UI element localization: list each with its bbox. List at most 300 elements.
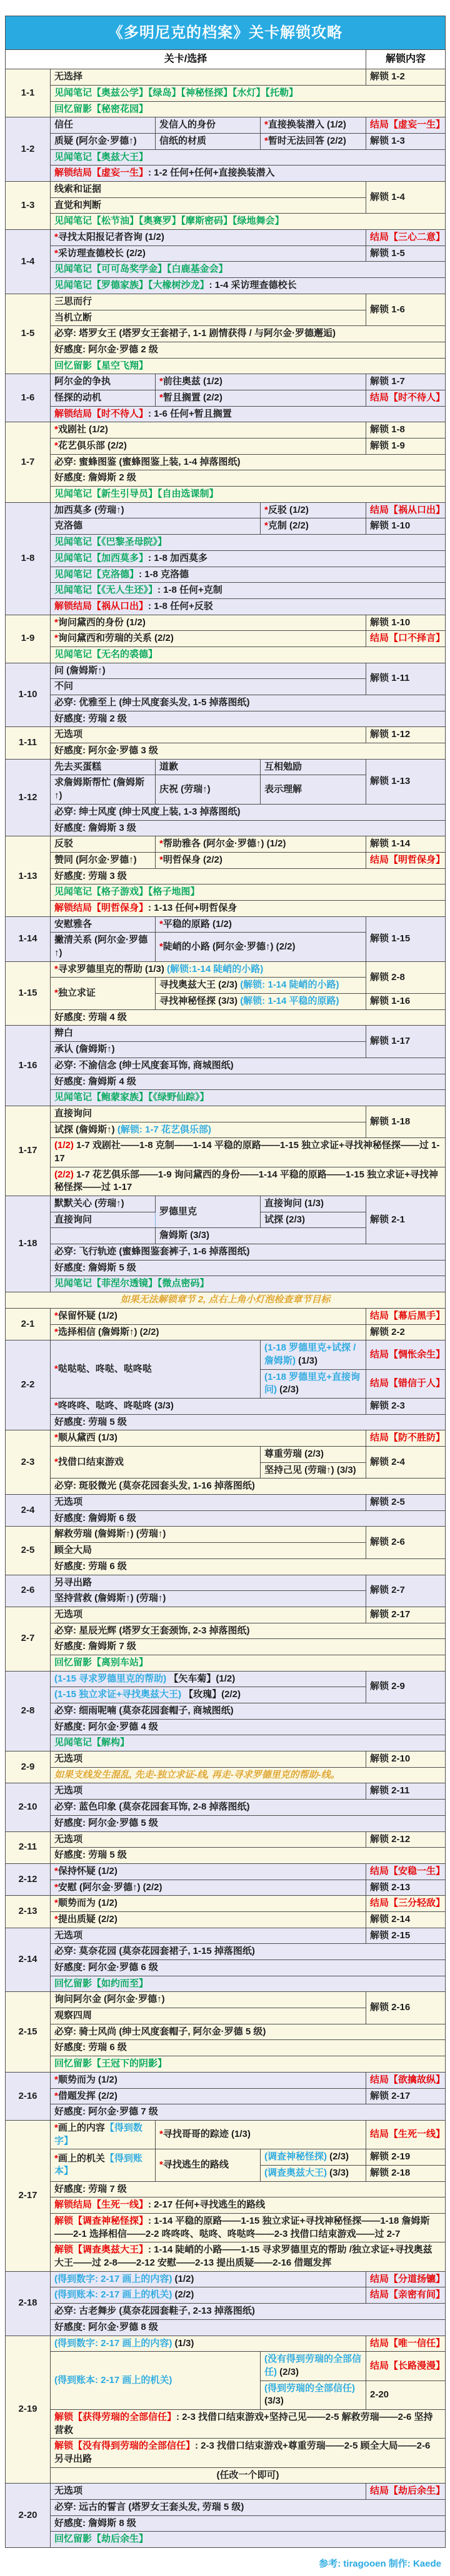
level-cell: 2-10 [6,1783,51,1831]
level-cell: 1-8 [6,502,51,615]
table-row [6,2197,446,2214]
level-cell: 2-1 [6,1308,51,1340]
level-cell: 1-17 [6,1106,51,1196]
text-segment: : 1-4 采访理查德校长 [209,280,297,291]
level-cell: 2-14 [6,1928,51,1992]
table-row [6,1558,446,1575]
text-segment: (没有得到劳瑞的全部信任) [264,2354,361,2377]
text-segment: (2/2) [54,1169,74,1180]
choice-cell: 辩白 [51,1026,366,1042]
note-cell: 见闻笔记【新生引导员】【自由选课制】 [51,487,446,503]
level-cell: 2-16 [6,2072,51,2120]
table-row [6,245,446,262]
unlock-cell: 解锁 1-12 [366,727,446,743]
table-row [6,438,446,455]
choice-cell: 必穿: 不渝信念 (绅士风度套耳饰, 商城图纸) [51,1058,446,1074]
choice-cell: 必穿: 蜜蜂图鉴 (蜜蜂图鉴上装, 1-4 掉落图纸) [51,454,446,470]
choice-cell [51,900,446,916]
choice-cell: 坚持营救 (詹姆斯↑) (劳瑞↑) [51,1591,366,1607]
table-row [6,743,446,760]
choice-cell: 必穿: 蓝色印象 (莫奈花园套耳饰, 2-8 掉落图纸) [51,1800,446,1816]
table-row [6,1992,446,2008]
table-row [6,2214,446,2242]
text-segment: : 1-13 任何+明哲保身 [148,902,238,913]
choice-cell: *平稳的原路 (1/2) [156,916,366,933]
unlock-cell: 结局【防不胜防】 [366,1430,446,1447]
text-segment: (解锁:1-14 陡峭的小路) [167,963,264,974]
required-star: * [54,1400,58,1411]
choice-cell: 直接询问 [51,1106,366,1122]
text-segment: 见闻笔记【克洛德】 [54,568,139,580]
table-row [6,1607,446,1623]
required-star: * [54,1456,58,1467]
table-row [6,1527,446,1543]
choice-cell [51,2120,156,2149]
choice-cell: 好感度: 詹姆斯 7 级 [51,1639,446,1655]
choice-cell: 询问阿尔金 (阿尔金·罗德↑) [51,1992,366,2008]
table-row [6,1944,446,1960]
text-segment: (1/2) [54,1140,74,1151]
choice-cell: *保留怀疑 (1/2) [51,1308,366,1324]
choice-cell: 先去买蛋糕 [51,759,156,775]
table-row [6,2467,446,2484]
unlock-cell: 解锁 1-11 [366,663,446,695]
note-cell: 回忆留影【星空飞翔】 [51,358,446,374]
table-row [6,1167,446,1196]
choice-cell: *直接换装潜入 (1/2) [261,117,366,134]
choice-cell: *独立求证 [51,978,156,1009]
required-star: * [54,633,58,644]
text-segment: 解锁结局【生死一线】 [54,2199,149,2211]
credit-line: 参考: tiragooen 制作: Kaede [319,2559,441,2570]
text-segment: 试探 (詹姆斯↑) [54,1124,118,1135]
choice-cell: 求詹姆斯帮忙 (詹姆斯↑) [51,775,156,804]
table-row [6,406,446,422]
table-row [6,567,446,583]
choice-cell: 必穿: 塔罗女王 (塔罗女王套裙子, 1-1 剧情获得 / 与阿尔金·罗德邂逅) [51,326,446,342]
choice-cell: 罗德里克 [156,1196,261,1228]
text-segment: (3/3) [327,2167,349,2178]
choice-cell: *找借口结束游戏 [51,1447,261,1479]
table-row [6,1479,446,1495]
text-segment: 解锁结局【祸从口出】 [54,600,149,612]
choice-cell: 好感度: 劳瑞 3 级 [51,868,446,884]
level-cell: 1-12 [6,759,51,836]
unlock-cell: 结局【安稳一生】 [366,1863,446,1880]
text-segment: (调查奥兹大王) [264,2167,327,2178]
choice-cell: 必穿: 古老舞步 (莫奈花园套鞋子, 2-13 掉落图纸) [51,2304,446,2320]
note-cell: 回忆留影【离别车站】 [51,1655,446,1671]
level-cell: 1-13 [6,836,51,916]
required-star: * [54,232,58,243]
table-row [6,1398,446,1414]
text-segment: 【得到账本】 [54,2152,142,2177]
level-cell: 2-2 [6,1340,51,1430]
level-cell: 2-15 [6,1992,51,2072]
table-row [6,1848,446,1864]
required-star: * [159,854,163,865]
choice-cell [156,994,366,1010]
choice-cell: *采访理查德校长 (2/2) [51,245,366,262]
level-cell: 2-17 [6,2120,51,2271]
level-cell: 2-11 [6,1831,51,1863]
choice-cell: 好感度: 阿尔金·罗德 6 级 [51,1960,446,1976]
text-segment: 【矢车菊】(1/2) [169,1673,236,1684]
table-row [6,1090,446,1106]
unlock-cell: 解锁 2-1 [366,1196,446,1244]
choice-cell: *选择相信 (詹姆斯↑) (2/2) [51,1324,366,1340]
level-cell: 2-19 [6,2336,51,2484]
table-row [6,358,446,374]
unlock-cell: 解锁 1-8 [366,422,446,438]
table-row [6,1863,446,1880]
choice-cell: 怪探的动机 [51,390,156,406]
required-star: * [54,1363,58,1374]
unlock-cell: 解锁 2-2 [366,1324,446,1340]
choice-cell: 无选项 [51,1495,366,1511]
text-segment: (解锁: 1-7 花艺俱乐部) [117,1124,211,1135]
table-row [6,646,446,663]
table-row [6,1510,446,1527]
text-segment: 解锁结局【虚妄一生】 [54,167,149,179]
unlock-cell: 解锁 1-10 [366,518,446,535]
title-row [6,16,446,50]
unlock-cell: 解锁 1-7 [366,374,446,390]
text-segment: (得到账本: 2-17 画上的机关) [54,2289,172,2301]
choice-cell: 三思而行 [51,294,366,310]
table-row [6,711,446,727]
text-segment: (2/3) [277,2366,299,2377]
required-star: * [54,1865,58,1876]
note-cell: 见闻笔记【可可岛奖学金】【白鹿基金会】 [51,262,446,278]
table-row [6,868,446,884]
choice-cell [51,961,366,978]
table-row [6,2104,446,2121]
choice-cell [51,1671,366,1687]
choice-cell [51,2214,446,2242]
choice-cell [51,2352,261,2410]
choice-cell: *寻找太阳报记者咨询 (1/2) [51,230,366,246]
text-segment: : 2-17 任何+寻找逃生的路线 [148,2199,266,2211]
choice-cell: 无选择 [51,69,366,86]
unlock-cell: 解锁 1-10 [366,615,446,631]
required-star: * [54,1898,58,1909]
unlock-cell: 解锁 1-16 [366,994,446,1010]
required-star: * [159,392,163,403]
choice-cell: 无选项 [51,1751,366,1768]
text-segment: (2/3) [327,2151,349,2162]
choice-cell [261,1369,366,1398]
choice-cell: 加西莫多 (劳瑞↑) [51,502,261,518]
choice-cell: *保持怀疑 (1/2) [51,1863,366,1880]
table-row [6,390,446,406]
note-cell: 回忆留影【如约而至】 [51,1976,446,1992]
table-row [6,2484,446,2500]
table-row [6,487,446,503]
table-row [6,230,446,246]
table-row [6,262,446,278]
text-segment: 解锁【没有得到劳瑞的全部信任】 [54,2440,196,2452]
table-row [6,1244,446,1261]
choice-cell: *询问黛西的身份 (1/2) [51,615,366,631]
table-row [6,1324,446,1340]
choice-cell: 直觉和判断 [51,197,366,214]
table-row [6,294,446,310]
table-row [6,631,446,647]
level-cell: 1-7 [6,422,51,502]
level-cell: 1-14 [6,916,51,961]
column-header-levels: 关卡/选择 [6,50,366,69]
table-row [6,149,446,166]
level-cell: 1-2 [6,117,51,182]
level-cell: 1-16 [6,1026,51,1106]
level-cell: 2-7 [6,1607,51,1671]
table-row [6,1976,446,1992]
table-row [6,1831,446,1848]
table-row [6,695,446,711]
choice-cell: 好感度: 阿尔金·罗德 3 级 [51,743,446,760]
choice-cell: 必穿: 莫奈花园 (莫奈花园套裙子, 1-15 掉落图纸) [51,1944,446,1960]
unlock-cell: 解锁 1-13 [366,759,446,804]
table-row [6,550,446,567]
table-row [6,1340,446,1369]
choice-cell [51,583,446,599]
choice-cell: *反驳 (1/2) [261,502,366,518]
unlock-cell: 解锁 2-10 [366,1751,446,1768]
unlock-cell: 结局【虚妄一生】 [366,117,446,134]
table-row [6,1138,446,1167]
unlock-cell: 解锁 2-9 [366,1671,446,1703]
unlock-cell: 解锁 2-17 [366,2088,446,2104]
text-segment: 寻找奥兹大王 (2/3) [159,979,241,991]
note-cell: 回忆留影【王冠下的阴影】 [51,2056,446,2073]
table-row [6,535,446,551]
table-row [6,214,446,230]
page-title: 《多明尼克的档案》关卡解锁攻略 [6,16,446,50]
choice-cell: 发信人的身份 [156,117,261,134]
choice-cell: *顺势而为 (1/2) [51,2072,366,2088]
text-segment: (1/2) [172,2273,194,2284]
table-row [6,1719,446,1735]
required-star: * [54,2074,58,2085]
choice-cell: *前往奥兹 (1/2) [156,374,366,390]
text-segment: (3/3) [264,2395,284,2407]
level-cell: 2-6 [6,1575,51,1607]
required-star: * [159,2159,163,2171]
note-cell: 见闻笔记【《巴黎圣母院》】 [51,535,446,551]
unlock-cell: 解锁 2-19 [366,2149,446,2166]
text-segment: * [54,2122,58,2133]
table-row [6,278,446,294]
table-row [6,1928,446,1944]
text-segment: : 1-8 克洛德 [139,568,189,580]
table-row [6,804,446,820]
choice-cell: *哒哒哒、咚哒、哒咚哒 [51,1340,261,1399]
choice-cell: 问 (詹姆斯↑) [51,663,366,679]
choice-cell [51,2242,446,2271]
table-row [6,1575,446,1591]
text-segment: (1-15 寻求罗德里克的帮助) [54,1673,169,1684]
choice-cell [51,567,446,583]
text-segment: (2/2) [172,2289,194,2301]
required-star: * [54,1881,58,1893]
table-row [6,2056,446,2073]
choice-cell: 撇清关系 (阿尔金·罗德↑) [51,933,156,961]
choice-cell: 好感度: 劳瑞 5 级 [51,1848,446,1864]
unlock-cell: 解锁 2-4 [366,1447,446,1479]
unlock-cell: 结局【口不择言】 [366,631,446,647]
text-segment: 1-7 花艺俱乐部——1-9 询问黛西的身份——1-14 平稳的原路——1-15 独立求证+寻找神秘怪探——过 1-17 [54,1169,438,1193]
choice-cell [51,2287,366,2304]
text-segment: : 1-8 任何+反驳 [148,600,213,612]
text-segment: 画上的机关 [58,2152,105,2164]
required-star: * [264,520,268,532]
unlock-cell: 解锁 2-5 [366,1495,446,1511]
table-row [6,1783,446,1800]
choice-cell: 必穿: 星辰光辉 (塔罗女王套颈饰, 2-3 掉落图纸) [51,1623,446,1639]
table-row [6,1292,446,1309]
unlock-cell: 解锁 1-6 [366,294,446,325]
choice-cell: 当机立断 [51,310,366,326]
table-row [6,2287,446,2304]
table-row [6,133,446,149]
choice-cell: 互相勉励 [261,759,366,775]
choice-cell [51,2271,366,2287]
unlock-cell: 解锁 1-3 [366,133,446,149]
required-star: * [54,1310,58,1321]
required-star: * [54,2090,58,2101]
choice-cell: 无选项 [51,1831,366,1848]
choice-cell [51,278,446,294]
text-segment: (1-18 罗德里克+试探 / 詹姆斯) [264,1342,356,1366]
choice-cell [261,2352,366,2380]
table-row [6,663,446,679]
table-row [6,852,446,868]
level-cell: 2-3 [6,1430,51,1495]
note-cell: 见闻笔记【奥兹公学】【绿岛】【神秘怪探】【水灯】【托勒】 [51,85,446,101]
level-cell: 1-6 [6,374,51,422]
tip-cell: 如果支线发生混乱, 先走-独立求证-线, 再走-寻求罗德里克的帮助-线。 [51,1767,446,1783]
table-row [6,1260,446,1276]
level-cell: 2-13 [6,1896,51,1928]
table-row [6,2532,446,2548]
level-cell: 1-3 [6,182,51,230]
required-star: * [54,1913,58,1925]
note-cell: 见闻笔记【鲍蒙家族】【《绿野仙踪》】 [51,1090,446,1106]
choice-cell: (任改一个即可) [51,2467,446,2484]
choice-cell: 好感度: 劳瑞 5 级 [51,1414,446,1430]
choice-cell [51,2409,446,2438]
unlock-cell: 结局【劫后余生】 [366,2484,446,2500]
choice-cell [51,1167,446,1196]
table-row [6,2515,446,2532]
choice-cell: 必穿: 绅士风度 (绅士风度上装, 1-3 掉落图纸) [51,804,446,820]
unlock-cell: 解锁 2-16 [366,1992,446,2024]
unlock-cell: 解锁 2-3 [366,1398,446,1414]
note-cell: 见闻笔记【菲涅尔透镜】【微点密码】 [51,1276,446,1292]
table-row [6,470,446,487]
text-segment: 【得到数字】 [54,2122,142,2146]
table-row [6,2120,446,2149]
text-segment: 解锁结局【时不待人】 [54,408,149,419]
text-segment: : 1-6 任何+暂且搁置 [148,408,232,419]
choice-cell: 另寻出路 [51,1575,366,1591]
choice-cell: 承认 (詹姆斯↑) [51,1042,366,1058]
note-cell: 见闻笔记【松节油】【奥赛罗】【摩斯密码】【绿地舞会】 [51,214,446,230]
choice-cell [51,1122,366,1138]
unlock-cell: 结局【三分轻敌】 [366,1896,446,1912]
table-row [6,2336,446,2352]
level-cell: 2-9 [6,1751,51,1783]
table-row [6,117,446,134]
unlock-cell: 解锁 1-15 [366,916,446,961]
choice-cell: 好感度: 詹姆斯 3 级 [51,820,446,836]
choice-cell: 好感度: 劳瑞 2 级 [51,711,446,727]
text-segment: (调查神秘怪探) [264,2151,327,2162]
choice-cell: 安慰雅各 [51,916,156,933]
table-row [6,759,446,775]
text-segment: (1/3) [172,2337,194,2349]
text-segment: (1-15 独立求证+寻找奥兹大王) [54,1689,184,1700]
tip-cell: 如果无法解锁章节 2, 点右上角小灯泡检查章节目标 [6,1292,446,1309]
choice-cell: 反驳 [51,836,156,853]
text-segment: (解锁: 1-14 平稳的原路) [240,996,339,1007]
choice-cell: 道歉 [156,759,261,775]
text-segment: 【玫瑰】(2/2) [184,1689,241,1700]
text-segment: 寻找神秘怪探 (3/3) [159,996,241,1007]
choice-cell: 赞同 (阿尔金·罗德↑) [51,852,156,868]
choice-cell: 阿尔金的争执 [51,374,156,390]
choice-cell: 无选项 [51,2484,366,2500]
required-star: * [54,617,58,628]
unlock-cell: 解锁 2-14 [366,1911,446,1928]
unlock-cell: 结局【分道扬镳】 [366,2271,446,2287]
choice-cell: 解救劳瑞 (詹姆斯↑) (劳瑞↑) [51,1527,366,1543]
text-segment: (得到劳瑞的全部信任) [264,2382,355,2394]
text-segment: : 2-3 找借口结束游戏+尊重劳瑞——2-5 顾全大局——2-6 另寻出路 [54,2440,431,2464]
table-row [6,69,446,86]
text-segment: 解锁【调查神秘怪探】 [54,2216,149,2226]
level-cell: 1-18 [6,1196,51,1292]
choice-cell: 默默关心 (劳瑞↑) [51,1196,156,1212]
table-row [6,454,446,470]
text-segment: : 1-2 任何+任何+直接换装潜入 [148,167,275,179]
required-star: * [54,440,58,451]
choice-cell [261,2149,366,2166]
text-segment: : 1-14 平稳的原路——1-15 独立求证+寻找神秘怪探——1-18 詹姆斯——2-1 选择相信——2-2 咚咚咚、哒咚、咚哒咚——2-3 找借口结束游戏——过 2-7 [54,2216,430,2239]
choice-cell: 好感度: 詹姆斯 2 级 [51,470,446,487]
table-row [6,1058,446,1074]
unlock-cell: 结局【时不待人】 [366,390,446,406]
table-row [6,1276,446,1292]
choice-cell: 克洛德 [51,518,261,535]
table-row [6,2181,446,2197]
unlock-cell: 解锁 1-18 [366,1106,446,1137]
choice-cell: 必穿: 优雅至上 (绅士风度套头发, 1-5 掉落图纸) [51,695,446,711]
choice-cell: 必穿: 飞行轨迹 (蜜蜂图鉴套裤子, 1-6 掉落图纸) [51,1244,446,1261]
table-row [6,101,446,117]
level-cell: 1-15 [6,961,51,1026]
table-row [6,1495,446,1511]
choice-cell: 庆祝 (劳瑞↑) [156,775,261,804]
note-cell: 见闻笔记【奥兹大王】 [51,149,446,166]
choice-cell: *寻找哥哥的踪迹 (1/3) [156,2120,366,2149]
choice-cell: 线索和证据 [51,182,366,198]
unlock-cell: 解锁 2-17 [366,1607,446,1623]
unlock-cell: 结局【三心二意】 [366,230,446,246]
required-star: * [264,135,268,146]
table-row [6,2304,446,2320]
